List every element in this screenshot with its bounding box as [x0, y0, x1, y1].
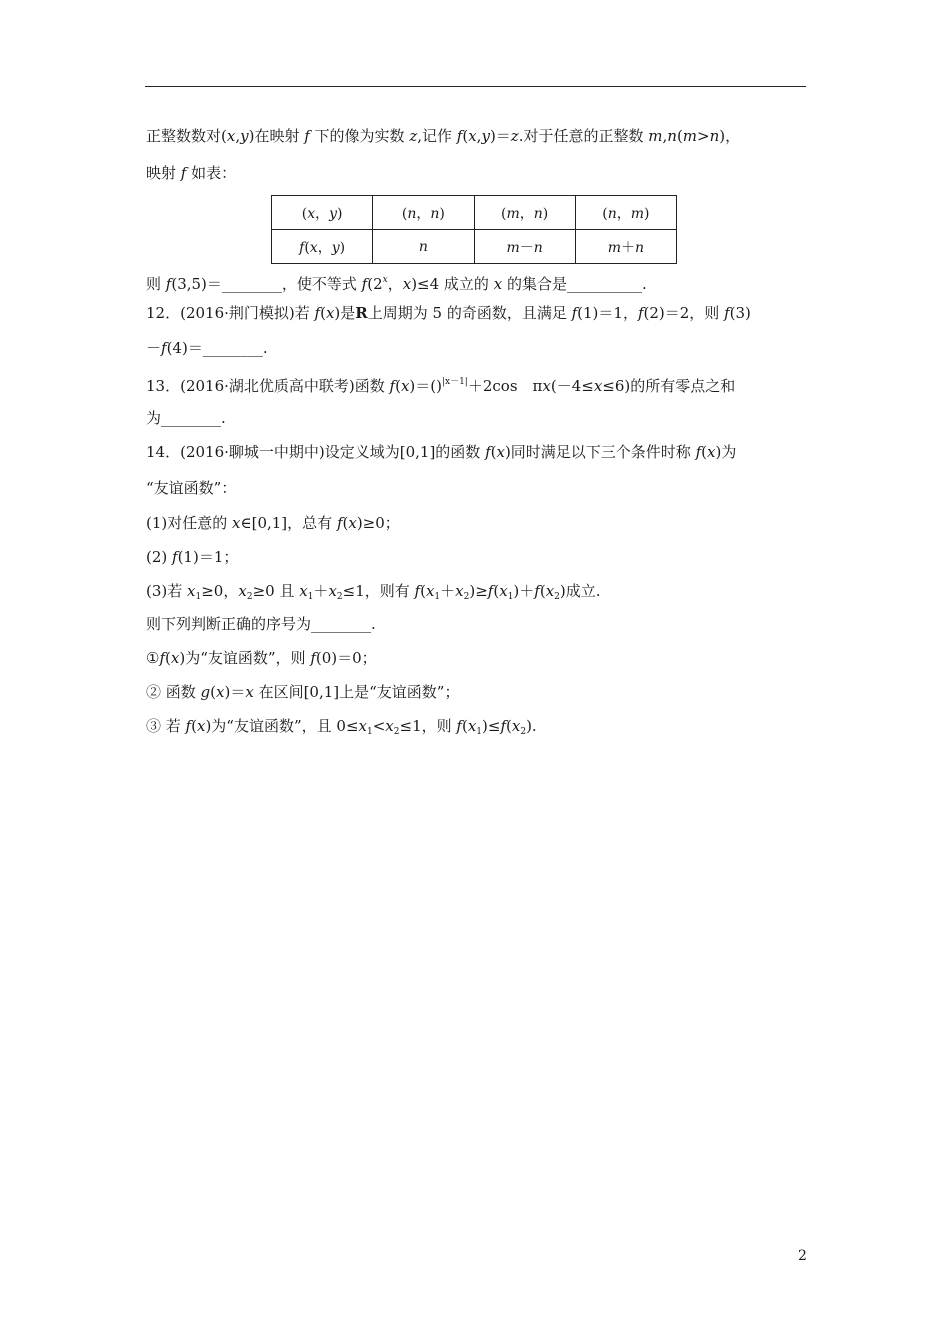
- table-header-row: [272, 196, 677, 230]
- page-number: 2: [798, 1248, 807, 1264]
- table-cell: n: [373, 230, 474, 264]
- intro-line-1: 正整数数对(x,y)在映射 f 下的像为实数 z,记作 f(x,y)＝z.对于任意的正整数 m,n(m>n)，: [146, 127, 741, 145]
- condition-3: (3)若 $x_1\ge 0$，$x_2\ge 0$ 且 $x_1+x_2\le 1$，则有 $f(x_1+x_2)\ge f(x_1)+f(x_2)$成立.: [146, 582, 601, 602]
- table-cell: (x，y): [272, 196, 373, 230]
- table-cell: m＋n: [575, 230, 676, 264]
- table-cell: (n，m): [575, 196, 676, 230]
- table-cell: (n，n): [373, 196, 474, 230]
- condition-2: (2) f(1)＝1；: [146, 548, 239, 566]
- table-cell: f(x，y): [272, 230, 373, 264]
- option-1: ①f(x)为“友谊函数”，则 f(0)＝0；: [146, 649, 377, 667]
- question-13-line-1: 13．(2016·湖北优质高中联考)函数 f(x)＝()$^{|x-1|}$＋2cos πx(－4≤x≤6)的所有零点之和: [146, 377, 736, 395]
- table-cell: m－n: [474, 230, 575, 264]
- condition-1: (1)对任意的 x∈[0,1]，总有 f(x)≥0；: [146, 514, 400, 532]
- question-14-line-1: 14．(2016·聊城一中期中)设定义域为[0,1]的函数 f(x)同时满足以下三个条件时称 f(x)为: [146, 443, 737, 461]
- q11-answer-line: 则 f(3,5)＝________，使不等式 f(2$^x$，x)≤4 成立的 x 的集合是__________.: [146, 275, 647, 293]
- option-2: ② 函数 g(x)＝x 在区间[0,1]上是“友谊函数”；: [146, 683, 460, 701]
- question-12-line-2: －f(4)＝________.: [146, 339, 268, 357]
- header-rule: [145, 86, 806, 87]
- mapping-table: [271, 195, 677, 264]
- judge-prompt: 则下列判断正确的序号为________.: [146, 615, 376, 633]
- question-12-line-1: 12．(2016·荆门模拟)若 f(x)是R上周期为 5 的奇函数，且满足 f(1)＝1，f(2)＝2，则 f(3): [146, 304, 751, 322]
- option-3: ③ 若 f(x)为“友谊函数”，且 $0\le x_1<x_2\le 1$，则 $f(x_1)\le f(x_2)$.: [146, 717, 537, 737]
- table-cell: (m，n): [474, 196, 575, 230]
- intro-line-2: 映射 f 如表：: [146, 164, 237, 182]
- question-13-line-2: 为________.: [146, 409, 226, 427]
- question-14-line-2: “友谊函数”：: [146, 479, 237, 497]
- table-row: [272, 230, 677, 264]
